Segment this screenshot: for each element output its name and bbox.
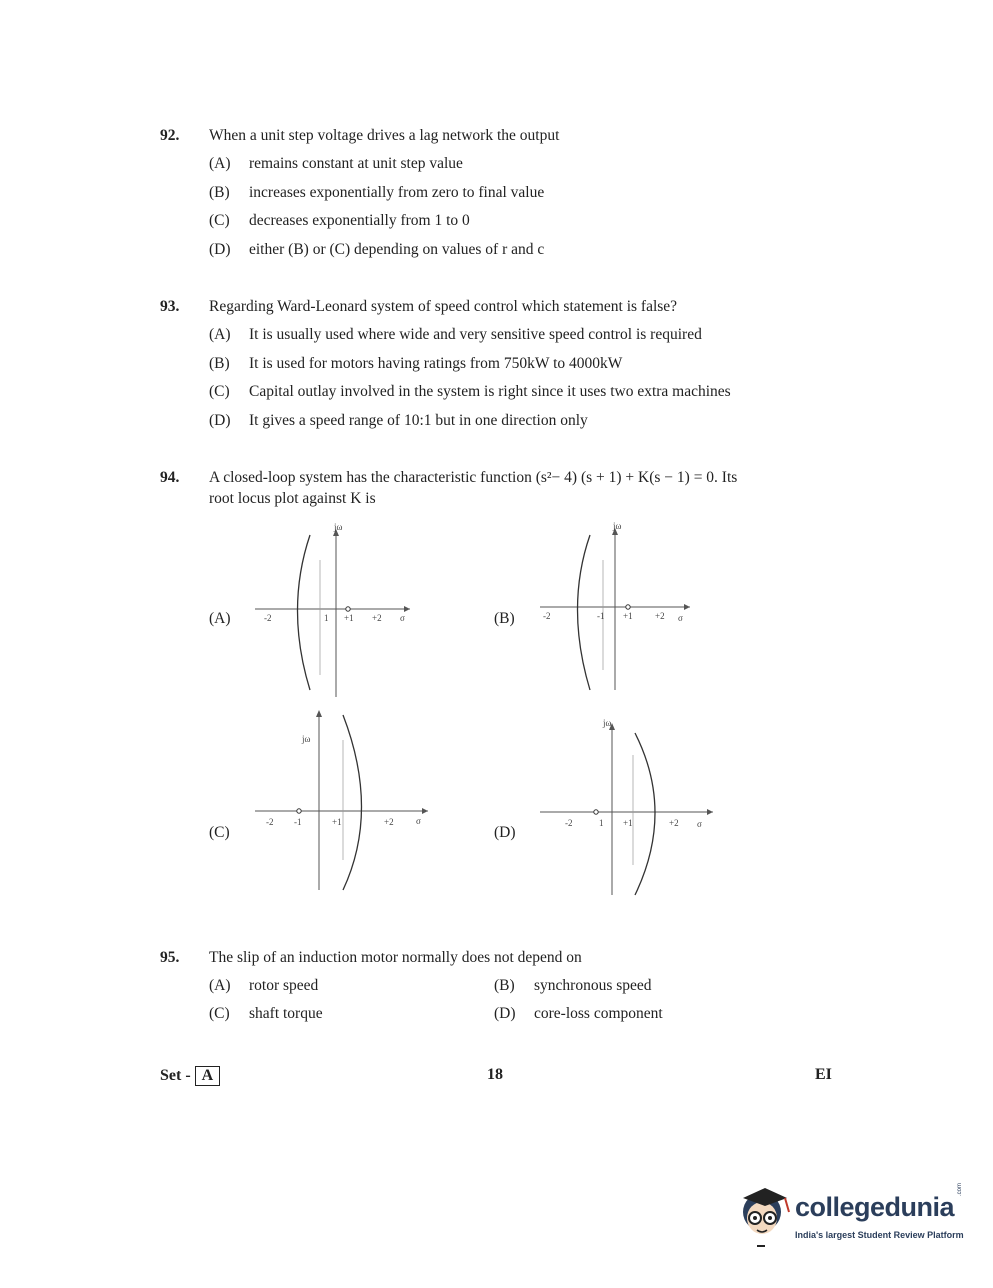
root-locus-d [535, 715, 720, 900]
jw-label: jω [334, 522, 343, 532]
tick-label: -2 [264, 613, 272, 623]
tick-label: -2 [266, 817, 274, 827]
option-a: (A) It is usually used where wide and very sensitive speed control is required [209, 326, 702, 343]
question-text-line1: A closed-loop system has the characteristic function (s²− 4) (s + 1) + K(s − 1) = 0. Its [209, 469, 738, 486]
set-box: A [195, 1066, 221, 1086]
sigma-label: σ [697, 819, 702, 829]
option-b: (B) It is used for motors having ratings from 750kW to 4000kW [209, 355, 623, 372]
figure-label-a: (A) [209, 610, 231, 627]
option-a: (A) rotor speed [209, 977, 319, 994]
tick-label: +1 [344, 613, 354, 623]
root-locus-c [250, 710, 435, 895]
root-locus-a [250, 522, 420, 700]
tick-label: -2 [565, 818, 573, 828]
option-d: (D) core-loss component [494, 1005, 663, 1022]
question-number: 93. [160, 298, 180, 315]
sigma-label: σ [400, 613, 405, 623]
logo-tagline: India's largest Student Review Platform [795, 1230, 964, 1240]
question-text-line2: root locus plot against K is [209, 490, 376, 507]
logo-wordmark: collegedunia [795, 1192, 955, 1222]
tick-label: +1 [332, 817, 342, 827]
question-text: Regarding Ward-Leonard system of speed control which statement is false? [209, 298, 678, 315]
jw-label: jω [603, 718, 612, 728]
tick-label: +2 [669, 818, 679, 828]
logo-suffix: .com [957, 1182, 963, 1196]
tick-label: -1 [294, 817, 302, 827]
sigma-label: σ [678, 613, 683, 623]
tick-label: 1 [324, 613, 329, 623]
option-c: (C) decreases exponentially from 1 to 0 [209, 212, 470, 229]
tick-label: 1 [599, 818, 604, 828]
question-number: 95. [160, 949, 180, 966]
paper-code: EI [815, 1066, 832, 1083]
collegedunia-logo [735, 1180, 965, 1250]
option-d: (D) either (B) or (C) depending on values of r and c [209, 241, 545, 258]
question-number: 94. [160, 469, 180, 486]
figure-label-d: (D) [494, 824, 516, 841]
question-text: When a unit step voltage drives a lag network the output [209, 127, 560, 144]
option-b: (B) synchronous speed [494, 977, 652, 994]
option-c: (C) Capital outlay involved in the system is right since it uses two extra machines [209, 383, 731, 400]
jw-label: jω [613, 521, 622, 531]
figure-label-b: (B) [494, 610, 515, 627]
mascot-icon [735, 1180, 793, 1250]
tick-label: +1 [623, 818, 633, 828]
figure-label-c: (C) [209, 824, 230, 841]
tick-label: +1 [623, 611, 633, 621]
tick-label: -2 [543, 611, 551, 621]
question-number: 92. [160, 127, 180, 144]
sigma-label: σ [416, 816, 421, 826]
set-indicator: Set - A [160, 1066, 220, 1086]
option-b: (B) increases exponentially from zero to final value [209, 184, 545, 201]
tick-label: +2 [384, 817, 394, 827]
root-locus-b [535, 520, 705, 695]
tick-label: +2 [372, 613, 382, 623]
option-c: (C) shaft torque [209, 1005, 323, 1022]
jw-label: jω [302, 734, 311, 744]
tick-label: +2 [655, 611, 665, 621]
tick-label: -1 [597, 611, 605, 621]
option-d: (D) It gives a speed range of 10:1 but in one direction only [209, 412, 588, 429]
question-text: The slip of an induction motor normally does not depend on [209, 949, 582, 966]
page-number: 18 [487, 1066, 503, 1083]
option-a: (A) remains constant at unit step value [209, 155, 463, 172]
